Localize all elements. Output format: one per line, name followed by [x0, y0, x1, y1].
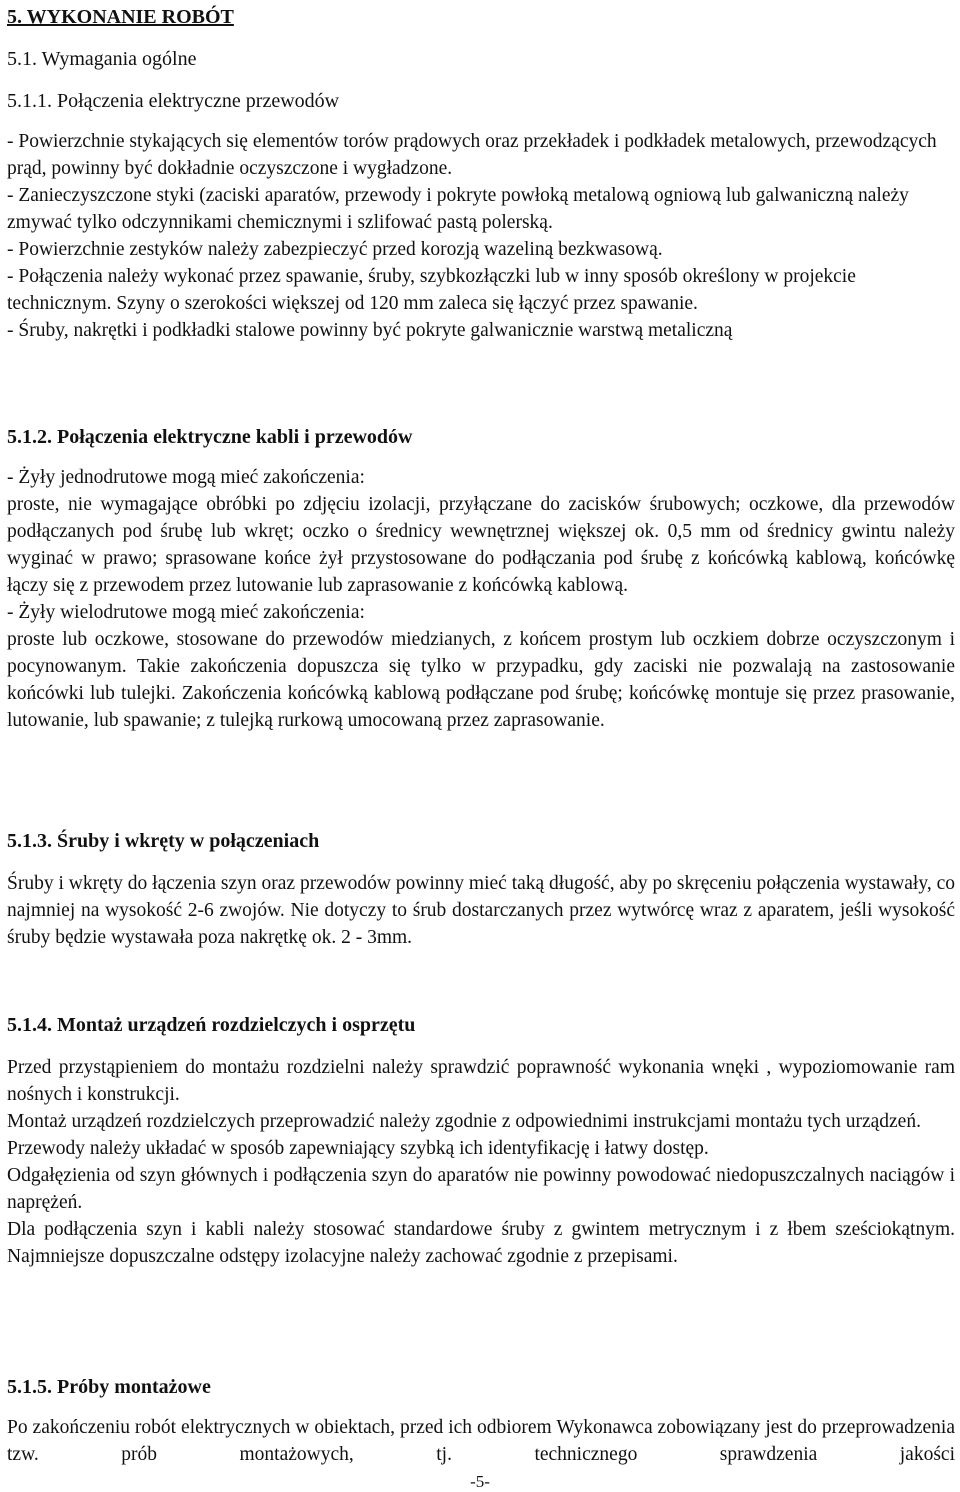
paragraph: Po zakończeniu robót elektrycznych w obiektach, przed ich odbiorem Wykonawca zobowiązany jest do przeprowadzenia tzw. prób montażowych, tj. technicznego sprawdzenia jakości	[7, 1417, 955, 1465]
paragraph: - Śruby, nakrętki i podkładki stalowe powinny być pokryte galwanicznie warstwą metaliczną	[7, 320, 733, 341]
section-5-1-1	[7, 128, 947, 344]
section-5-1-5	[7, 1414, 955, 1468]
heading-5-1-1: 5.1.1. Połączenia elektryczne przewodów	[7, 90, 340, 112]
section-5-1-3	[7, 870, 955, 951]
paragraph: - Powierzchnie zestyków należy zabezpieczyć przed korozją wazeliną bezkwasową.	[7, 239, 663, 260]
paragraph: - Powierzchnie stykających się elementów torów prądowych oraz przekładek i podkładek metalowych, przewodzących prąd, powinny być dokładnie oczyszczone i wygładzone.	[7, 131, 937, 179]
heading-5-1-5: 5.1.5. Próby montażowe	[7, 1376, 211, 1398]
heading-5-1-4: 5.1.4. Montaż urządzeń rozdzielczych i osprzętu	[7, 1014, 416, 1036]
heading-5-1: 5.1. Wymagania ogólne	[7, 48, 197, 70]
paragraph: Przed przystąpieniem do montażu rozdzielni należy sprawdzić poprawność wykonania wnęki , wypoziomowanie ram nośnych i konstrukcji.	[7, 1057, 955, 1105]
heading-main: 5. WYKONANIE ROBÓT	[7, 6, 234, 28]
paragraph: Śruby i wkręty do łączenia szyn oraz przewodów powinny mieć taką długość, aby po skręceniu połączenia wystawały, co najmniej na wysokość 2-6 zwojów. Nie dotyczy to śrub dostarczanych przez wytwórcę wraz z aparatem, jeśli wysokość śruby będzie wystawała poza nakrętkę ok. 2 - 3mm.	[7, 873, 955, 948]
paragraph: - Żyły wielodrutowe mogą mieć zakończenia:	[7, 602, 365, 623]
paragraph: proste, nie wymagające obróbki po zdjęciu izolacji, przyłączane do zacisków śrubowych; oczkowe, dla przewodów podłączanych pod śrubę lub wkręt; oczko o średnicy wewnętrznej większej ok. 0,5 mm od średnicy gwintu należy wyginać w prawo; sprasowane końce żył przystosowane do podłączania pod śrubę z końcówką kablową, końcówkę łączy się z przewodem przez lutowanie lub zaprasowanie z końcówką kablową.	[7, 494, 955, 596]
heading-5-1-2: 5.1.2. Połączenia elektryczne kabli i przewodów	[7, 426, 413, 448]
paragraph: - Połączenia należy wykonać przez spawanie, śruby, szybkozłączki lub w inny sposób określony w projekcie technicznym. Szyny o szerokości większej od 120 mm zaleca się łączyć przez spawanie.	[7, 266, 856, 314]
paragraph: Montaż urządzeń rozdzielczych przeprowadzić należy zgodnie z odpowiednimi instrukcjami montażu tych urządzeń.	[7, 1111, 921, 1132]
paragraph: Przewody należy układać w sposób zapewniający szybką ich identyfikację i łatwy dostęp.	[7, 1138, 709, 1159]
heading-5-1-3: 5.1.3. Śruby i wkręty w połączeniach	[7, 830, 320, 852]
section-5-1-2	[7, 464, 955, 734]
section-5-1-4	[7, 1054, 955, 1270]
paragraph: Dla podłączenia szyn i kabli należy stosować standardowe śruby z gwintem metrycznym i z łbem sześciokątnym. Najmniejsze dopuszczalne odstępy izolacyjne należy zachować zgodnie z przepisami.	[7, 1219, 955, 1267]
page-number: -5-	[470, 1472, 490, 1491]
paragraph: Odgałęzienia od szyn głównych i podłączenia szyn do aparatów nie powinny powodować niedopuszczalnych naciągów i naprężeń.	[7, 1165, 955, 1213]
paragraph: - Żyły jednodrutowe mogą mieć zakończenia:	[7, 467, 365, 488]
paragraph: - Zanieczyszczone styki (zaciski aparatów, przewody i pokryte powłoką metalową ogniową lub galwaniczną należy zmywać tylko odczynnikami chemicznymi i szlifować pastą polerską.	[7, 185, 909, 233]
paragraph: proste lub oczkowe, stosowane do przewodów miedzianych, z końcem prostym lub oczkiem dobrze oczyszczonym i pocynowanym. Takie zakończenia dopuszcza się tylko w przypadku, gdy zaciski nie pozwalają na zastosowanie końcówki lub tulejki. Zakończenia końcówką kablową podłączane pod śrubę; końcówkę montuje się przez prasowanie, lutowanie, lub spawanie; z tulejką rurkową umocowaną przez zaprasowanie.	[7, 629, 955, 731]
